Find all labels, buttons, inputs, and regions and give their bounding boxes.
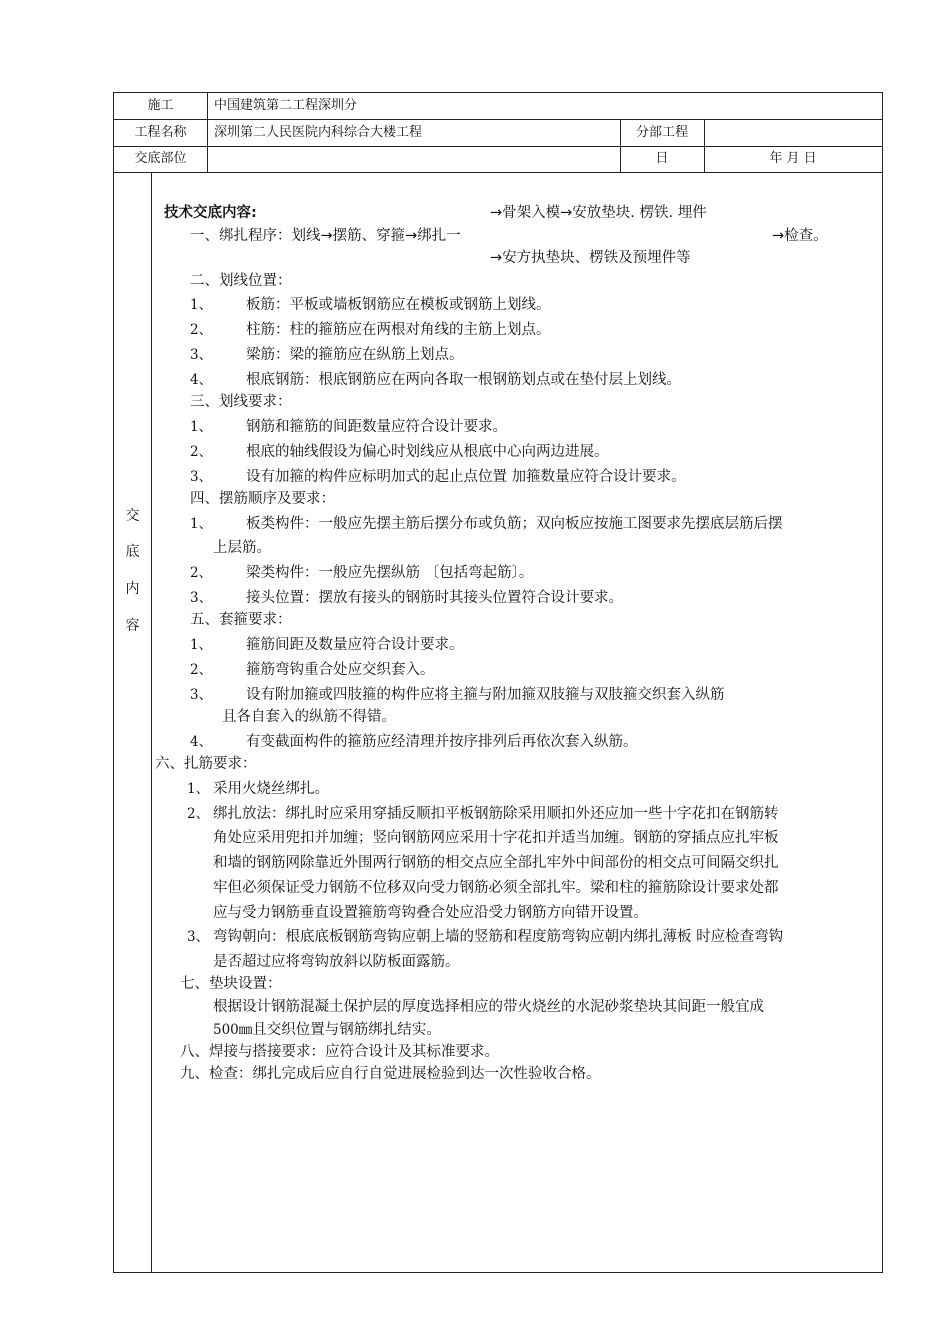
item-text: 根据设计钢筋混凝土保护层的厚度选择相应的带火烧丝的水泥砂浆垫块其间距一般宜成 [213, 999, 764, 1015]
item-number: 2、 [190, 444, 213, 460]
spacing-value: 500㎜ [213, 1022, 253, 1038]
item-text: 箍筋弯钩重合处应交织套入。 [246, 662, 435, 678]
flow-bottom: →安方执垫块、楞铁及预埋件等 [490, 250, 691, 266]
col-divider [151, 172, 152, 1272]
item-text: 采用火烧丝绑扎。 [213, 781, 329, 797]
section-7: 七、垫块设置： [180, 976, 282, 992]
item-number: 1、 [187, 781, 210, 797]
item-text-cont [213, 1019, 441, 1041]
side-char: 容 [125, 618, 140, 634]
item-text-rest: 且交织位置与钢筋绑扎结实。 [252, 1022, 441, 1038]
side-char: 底 [125, 544, 140, 560]
item-text: 板类构件：一般应先摆主筋后摆分布或负筋；双向板应按施工图要求先摆底层筋后摆 [246, 516, 783, 532]
section-1-end: →检查。 [772, 228, 828, 244]
item-number: 2、 [190, 322, 213, 338]
section-8: 八、焊接与搭接要求：应符合设计及其标准要求。 [180, 1044, 499, 1060]
item-text: 根底钢筋：根底钢筋应在两向各取一根钢筋划点或在垫付层上划线。 [246, 372, 681, 388]
project-name-label: 工程名称 [134, 125, 187, 140]
item-number: 1、 [190, 419, 213, 435]
item-text-cont: 且各自套入的纵筋不得错。 [222, 709, 396, 725]
section-2: 二、划线位置： [190, 273, 292, 289]
item-number: 3、 [187, 929, 210, 945]
item-text: 接头位置：摆放有接头的钢筋时其接头位置符合设计要求。 [246, 590, 623, 606]
date-label: 日 [655, 151, 669, 166]
item-number: 3、 [190, 687, 213, 703]
item-number: 3、 [190, 590, 213, 606]
item-text: 有变截面构件的箍筋应经清理并按序排列后再依次套入纵筋。 [246, 734, 638, 750]
item-number: 2、 [190, 565, 213, 581]
side-label [114, 173, 151, 1272]
section-5: 五、套箍要求： [190, 612, 292, 628]
item-text-cont: 角处应采用兜扣并加缠；竖向钢筋网应采用十字花扣并适当加缠。钢筋的穿插点应扎牢板 [213, 830, 779, 846]
col-divider [207, 93, 208, 172]
item-text: 柱筋：柱的箍筋应在两根对角线的主筋上划点。 [246, 322, 551, 338]
item-text: 设有加箍的构件应标明加式的起止点位置 加箍数量应符合设计要求。 [246, 469, 686, 485]
item-number: 4、 [190, 372, 213, 388]
construction-unit: 中国建筑第二工程深圳分 [214, 98, 358, 113]
item-text: 设有附加箍或四肢箍的构件应将主箍与附加箍双肢箍与双肢箍交织套入纵筋 [246, 687, 725, 703]
flow-top: →骨架入模→安放垫块. 楞铁. 埋件 [490, 205, 707, 221]
section-6: 六、扎筋要求： [155, 756, 257, 772]
item-text: 根底的轴线假设为偏心时划线应从根底中心向两边进展。 [246, 444, 609, 460]
section-9: 九、检查：绑扎完成后应自行自觉进展检验到达一次性验收合格。 [180, 1066, 601, 1082]
item-text: 绑扎放法：绑扎时应采用穿插反顺扣平板钢筋除采用顺扣外还应加一些十字花扣在钢筋转 [213, 806, 779, 822]
item-number: 4、 [190, 734, 213, 750]
item-text: 钢筋和箍筋的间距数量应符合设计要求。 [246, 419, 507, 435]
row-divider [114, 119, 882, 120]
item-number: 1、 [190, 297, 213, 313]
construction-label: 施工 [147, 98, 174, 113]
item-text: 板筋：平板或墙板钢筋应在模板或钢筋上划线。 [246, 297, 551, 313]
item-text: 箍筋间距及数量应符合设计要求。 [246, 637, 464, 653]
item-text: 弯钩朝向：根底底板钢筋弯钩应朝上墙的竖筋和程度筋弯钩应朝内绑扎薄板 时应检查弯钩 [213, 929, 784, 945]
section-4: 四、摆筋顺序及要求： [190, 491, 335, 507]
item-number: 3、 [190, 347, 213, 363]
disclosure-part-label: 交底部位 [134, 151, 187, 166]
item-text: 梁筋：梁的箍筋应在纵筋上划点。 [246, 347, 464, 363]
date-value: 年 月 日 [769, 151, 817, 166]
item-text-cont: 牢但必须保证受力钢筋不位移双向受力钢筋必须全部扎牢。梁和柱的箍筋除设计要求处都 [213, 880, 779, 896]
side-char: 内 [125, 581, 140, 597]
item-text: 梁类构件：一般应先摆纵筋 〔包括弯起筋〕。 [246, 565, 534, 581]
section-3: 三、划线要求： [190, 394, 292, 410]
item-number: 2、 [187, 806, 210, 822]
item-number: 2、 [190, 662, 213, 678]
item-text-cont: 应与受力钢筋垂直设置箍筋弯钩叠合处应沿受力钢筋方向错开设置。 [213, 905, 648, 921]
item-number: 3、 [190, 469, 213, 485]
row-divider [114, 172, 882, 173]
sub-project-label: 分部工程 [635, 125, 688, 140]
item-text-cont: 上层筋。 [213, 540, 271, 556]
content-title: 技术交底内容: [164, 205, 257, 221]
section-1: 一、绑扎程序：划线→摆筋、穿箍→绑扎一 [190, 228, 461, 244]
item-text-cont: 是否超过应将弯钩放斜以防板面露筋。 [213, 954, 460, 970]
item-number: 1、 [190, 516, 213, 532]
item-text-cont: 和墙的钢筋网除靠近外围两行钢筋的相交点应全部扎牢外中间部份的相交点可间隔交织扎 [213, 855, 779, 871]
side-char: 交 [125, 508, 140, 524]
item-number: 1、 [190, 637, 213, 653]
project-name: 深圳第二人民医院内科综合大楼工程 [214, 125, 423, 140]
